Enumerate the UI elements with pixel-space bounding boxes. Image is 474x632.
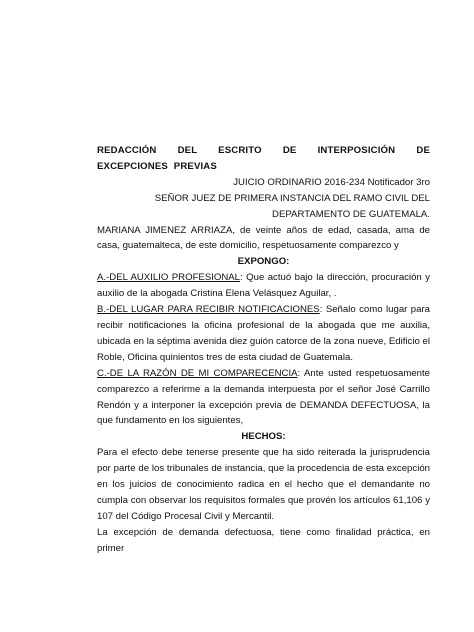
section-c-text: : Ante usted respetuosamente comparezco a referirme a la demanda interpuesta por el señor José Carrillo Rendón y a interponer la excepción previa de DEMANDA DEFECTUOSA, la que fundamento en los siguientes, xyxy=(97,367,430,427)
judge-line-2: DEPARTAMENTO DE GUATEMALA. xyxy=(272,208,430,220)
document-page xyxy=(97,143,430,557)
section-a-text: : Que actuó bajo la dirección, procuración y auxilio de la abogada Cristina Elena Velásquez Aguilar, . xyxy=(97,272,430,300)
heading-hechos: HECHOS: xyxy=(241,431,286,443)
section-b-label: B.-DEL LUGAR PARA RECIBIR NOTIFICACIONES xyxy=(97,304,320,316)
intro-paragraph: MARIANA JIMENEZ ARRIAZA, de veinte años de edad, casada, ama de casa, guatemalteca, de este domicilio, respetuosamente comparezco y xyxy=(97,224,430,252)
section-b-text: : Señalo como lugar para recibir notificaciones la oficina profesional de la abogada que me auxilia, ubicada en la séptima avenida diez guión catorce de la zona nueve, Edificio el Roble, Oficina quinientos tres de esta ciudad de Guatemala. xyxy=(97,304,430,363)
heading-expongo: EXPONGO: xyxy=(237,256,290,268)
section-c-label: C.-DE LA RAZÓN DE MI COMPARECENCIA xyxy=(97,367,298,379)
section-c xyxy=(97,366,430,430)
hechos-paragraph-2: La excepción de demanda defectuosa, tiene como finalidad práctica, en primer xyxy=(97,526,430,554)
section-b xyxy=(97,302,430,366)
judge-line-1: SEÑOR JUEZ DE PRIMERA INSTANCIA DEL RAMO CIVIL DEL xyxy=(154,192,430,204)
case-line: JUICIO ORDINARIO 2016-234 Notificador 3ro xyxy=(233,176,430,188)
section-a xyxy=(97,270,430,302)
document-title: REDACCIÓN DEL ESCRITO DE INTERPOSICIÓN DE EXCEPCIONES PREVIAS xyxy=(97,145,430,172)
hechos-paragraph-1: Para el efecto debe tenerse presente que ha sido reiterada la jurisprudencia por parte de los tribunales de instancia, que la procedencia de esta excepción en los juicios de conocimiento radica en el hecho que el demandante no cumpla con observar los requisitos formales que provén los artículos 61,106 y 107 del Código Procesal Civil y Mercantil. xyxy=(97,447,430,522)
section-a-label: A.-DEL AUXILIO PROFESIONAL xyxy=(97,272,241,284)
